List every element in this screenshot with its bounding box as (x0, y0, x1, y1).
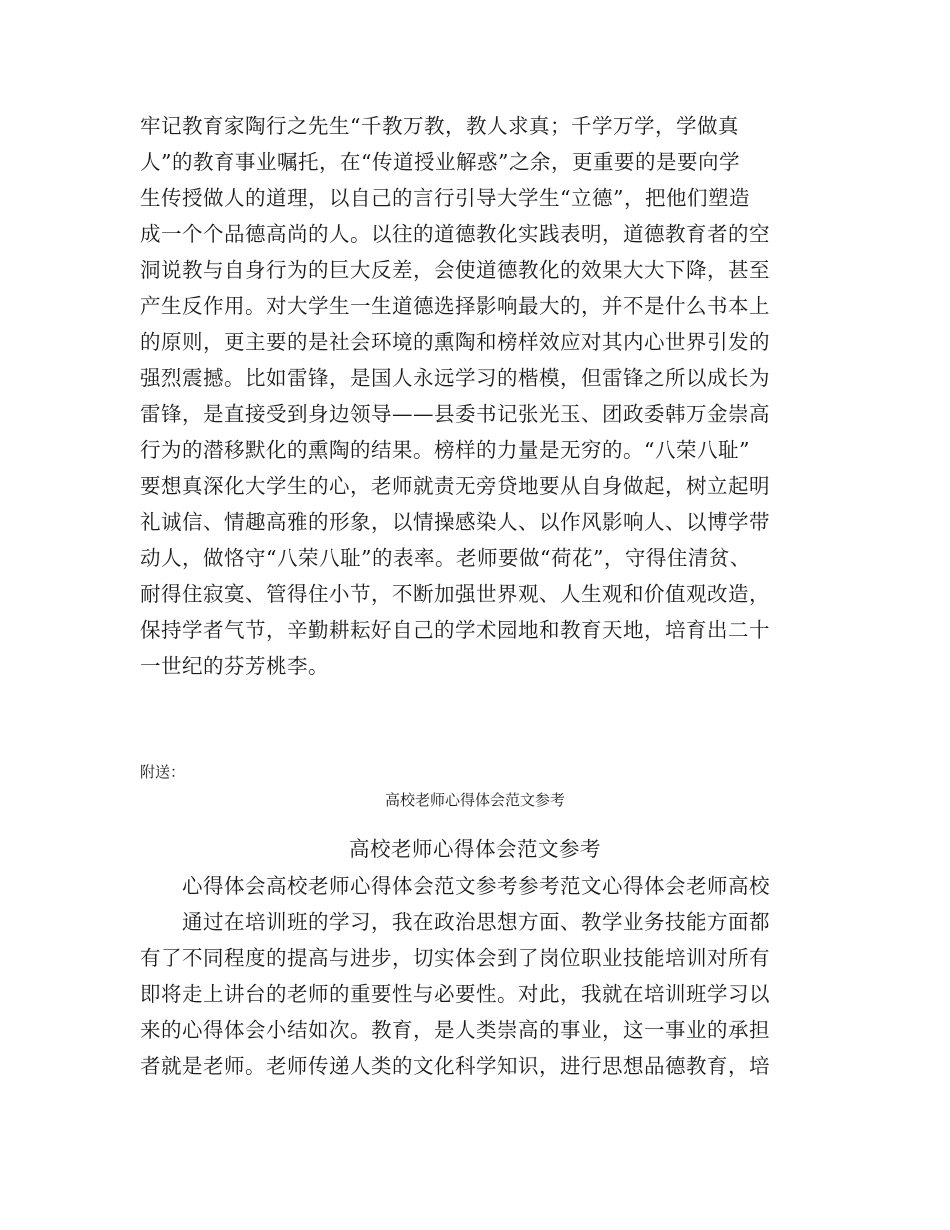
text-line: 牢记教育家陶行之先生“千教万教，教人求真；千学万学，学做真 (140, 114, 739, 138)
text-line: 动人，做恪守“八荣八耻”的表率。老师要做“荷花”，守得住清贫、 (140, 546, 751, 570)
text-line: 要想真深化大学生的心，老师就责无旁贷地要从自身做起，树立起明 (140, 474, 770, 498)
appendix-small-title: 高校老师心得体会范文参考 (384, 791, 565, 809)
text-line: 雷锋，是直接受到身边领导——县委书记张光玉、团政委韩万金崇高 (140, 402, 770, 426)
text-line: 产生反作用。对大学生一生道德选择影响最大的，并不是什么书本上 (140, 294, 770, 318)
text-line: 即将走上讲台的老师的重要性与必要性。对此，我就在培训班学习以 (140, 982, 770, 1006)
text-line: 礼诚信、情趣高雅的形象，以情操感染人、以作风影响人、以博学带 (140, 510, 770, 534)
text-line: 者就是老师。老师传递人类的文化科学知识，进行思想品德教育，培 (140, 1054, 770, 1078)
appendix-label: 附送： (140, 763, 186, 781)
text-line: 人”的教育事业嘱托，在“传道授业解惑”之余，更重要的是要向学 (140, 150, 740, 174)
text-line: 洞说教与自身行为的巨大反差，会使道德教化的效果大大下降，甚至 (140, 258, 770, 282)
text-line: 通过在培训班的学习，我在政治思想方面、教学业务技能方面都 (140, 910, 770, 934)
text-line: 行为的潜移默化的熏陶的结果。榜样的力量是无穷的。“八荣八耻” (140, 438, 750, 462)
text-line: 心得体会高校老师心得体会范文参考参考范文心得体会老师高校 (140, 874, 770, 898)
text-line: 成一个个品德高尚的人。以往的道德教化实践表明，道德教育者的空 (140, 222, 770, 246)
text-line: 有了不同程度的提高与进步，切实体会到了岗位职业技能培训对所有 (140, 946, 770, 970)
appendix-main-title: 高校老师心得体会范文参考 (349, 837, 601, 861)
text-line: 的原则，更主要的是社会环境的熏陶和榜样效应对其内心世界引发的 (140, 330, 770, 354)
text-line: 耐得住寂寞、管得住小节，不断加强世界观、人生观和价值观改造， (140, 582, 770, 606)
body-paragraph-teacher-ethics (140, 108, 815, 684)
text-line: 一世纪的芬芳桃李。 (140, 654, 329, 678)
text-line: 保持学者气节，辛勤耕耘好自己的学术园地和教育天地，培育出二十 (140, 618, 770, 642)
text-line: 强烈震撼。比如雷锋，是国人永远学习的楷模，但雷锋之所以成长为 (140, 366, 770, 390)
text-line: 来的心得体会小结如次。教育，是人类崇高的事业，这一事业的承担 (140, 1018, 770, 1042)
body-paragraph-training-reflection (140, 868, 815, 1084)
text-line: 生传授做人的道理，以自己的言行引导大学生“立德”，把他们塑造 (140, 186, 750, 210)
